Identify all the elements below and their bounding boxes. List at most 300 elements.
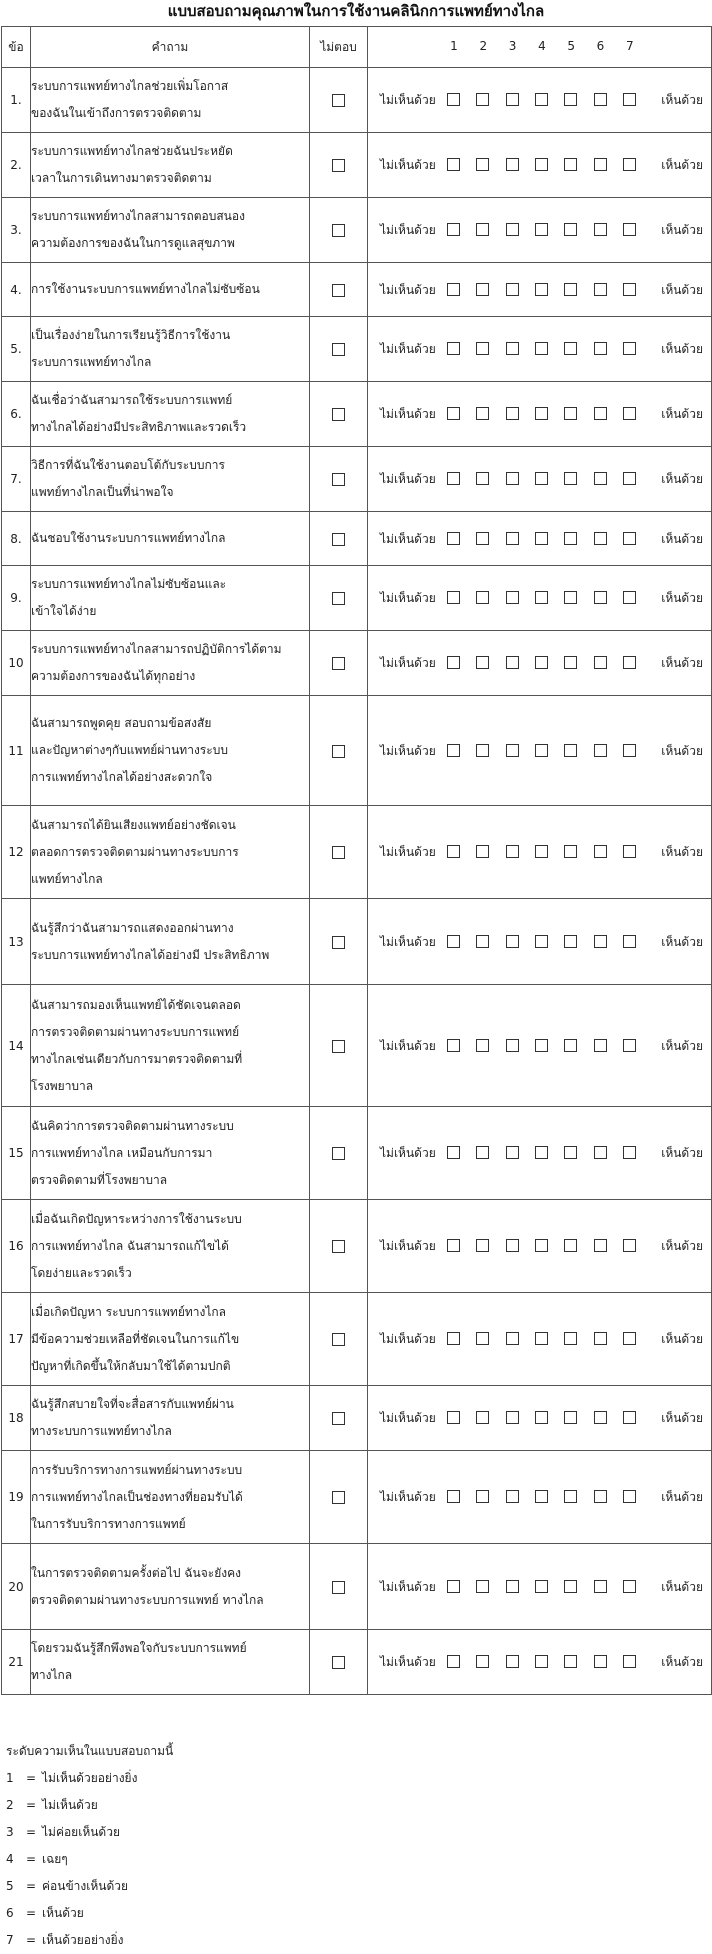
rating-checkbox-1[interactable]	[447, 1039, 460, 1052]
no-answer-checkbox[interactable]	[332, 657, 345, 670]
rating-checkbox-6[interactable]	[594, 1580, 607, 1593]
legend-item	[6, 1819, 173, 1846]
question-line: ทางไกล	[31, 1668, 73, 1682]
rating-scale	[368, 382, 712, 447]
scale-label-agree: เห็นด้วย	[661, 1038, 703, 1053]
rating-checkbox-7[interactable]	[623, 1655, 636, 1668]
header-no: ข้อ	[2, 27, 31, 68]
rating-checkbox-2[interactable]	[476, 1146, 489, 1159]
legend-label: เฉยๆ	[42, 1852, 68, 1866]
legend-item	[6, 1792, 173, 1819]
table-row	[2, 1386, 712, 1451]
rating-checkbox-6[interactable]	[594, 342, 607, 355]
scale-label-disagree: ไม่เห็นด้วย	[380, 591, 436, 605]
rating-checkbox-2[interactable]	[476, 1239, 489, 1252]
rating-scale	[368, 806, 712, 899]
rating-checkbox-3[interactable]	[506, 158, 519, 171]
rating-checkbox-1[interactable]	[447, 407, 460, 420]
question-line: การตรวจติดตามผ่านทางระบบการแพทย์	[31, 1024, 240, 1039]
no-answer-checkbox[interactable]	[332, 1581, 345, 1594]
rating-checkbox-3[interactable]	[506, 93, 519, 106]
rating-checkbox-6[interactable]	[594, 935, 607, 948]
rating-checkbox-6[interactable]	[594, 656, 607, 669]
rating-checkbox-6[interactable]	[594, 532, 607, 545]
no-answer-checkbox[interactable]	[332, 1240, 345, 1253]
rating-checkbox-6[interactable]	[594, 472, 607, 485]
rating-checkbox-1[interactable]	[447, 935, 460, 948]
rating-checkbox-4[interactable]	[535, 1332, 548, 1345]
scale-label-agree: เห็นด้วย	[661, 1490, 703, 1504]
rating-checkbox-3[interactable]	[506, 472, 519, 485]
question-line: เมื่อเกิดปัญหา ระบบการแพทย์ทางไกล	[31, 1304, 227, 1319]
rating-checkbox-4[interactable]	[535, 744, 548, 757]
legend-label: ไม่เห็นด้วย	[42, 1798, 98, 1812]
question-line: ฉันรู้สึกสบายใจที่จะสื่อสารกับแพทย์ผ่าน	[31, 1397, 234, 1411]
no-answer-checkbox[interactable]	[332, 224, 345, 237]
rating-checkbox-4[interactable]	[535, 1411, 548, 1424]
rating-checkbox-4[interactable]	[535, 656, 548, 669]
rating-checkbox-3[interactable]	[506, 1411, 519, 1424]
rating-checkbox-4[interactable]	[535, 845, 548, 858]
rating-checkbox-3[interactable]	[506, 935, 519, 948]
no-answer-checkbox[interactable]	[332, 343, 345, 356]
rating-checkbox-3[interactable]	[506, 342, 519, 355]
survey-title: แบบสอบถามคุณภาพในการใช้งานคลินิกการแพทย์ทางไกล	[167, 2, 545, 20]
no-answer-cell	[310, 447, 368, 512]
scale-number-1: 1	[450, 39, 458, 53]
question-line: ทางไกลได้อย่างมีประสิทธิภาพและรวดเร็ว	[31, 420, 247, 434]
question-text	[31, 566, 310, 631]
rating-scale	[368, 447, 712, 512]
rating-checkbox-4[interactable]	[535, 1239, 548, 1252]
rating-checkbox-1[interactable]	[447, 744, 460, 757]
scale-label-disagree: ไม่เห็นด้วย	[380, 223, 436, 237]
question-number: 13	[2, 899, 31, 985]
rating-checkbox-5[interactable]	[564, 532, 577, 545]
rating-checkbox-7[interactable]	[623, 158, 636, 171]
rating-checkbox-1[interactable]	[447, 845, 460, 858]
scale-label-agree: เห็นด้วย	[661, 472, 703, 486]
question-number: 6.	[2, 382, 31, 447]
scale-label-agree: เห็นด้วย	[661, 1655, 703, 1669]
rating-checkbox-1[interactable]	[447, 656, 460, 669]
rating-checkbox-5[interactable]	[564, 342, 577, 355]
no-answer-checkbox[interactable]	[332, 1333, 345, 1346]
rating-checkbox-5[interactable]	[564, 472, 577, 485]
rating-checkbox-5[interactable]	[564, 935, 577, 948]
rating-checkbox-6[interactable]	[594, 223, 607, 236]
question-line: การรับบริการทางการแพทย์ผ่านทางระบบ	[31, 1462, 243, 1477]
question-number: 11	[2, 696, 31, 806]
question-number: 8.	[2, 512, 31, 566]
scale-label-agree: เห็นด้วย	[661, 845, 703, 859]
no-answer-checkbox[interactable]	[332, 473, 345, 486]
rating-checkbox-2[interactable]	[476, 1411, 489, 1424]
rating-checkbox-3[interactable]	[506, 1039, 519, 1052]
rating-checkbox-4[interactable]	[535, 1655, 548, 1668]
scale-label-disagree: ไม่เห็นด้วย	[380, 1332, 436, 1346]
no-answer-checkbox[interactable]	[332, 1040, 345, 1053]
scale-label-disagree: ไม่เห็นด้วย	[380, 1146, 436, 1160]
rating-checkbox-6[interactable]	[594, 407, 607, 420]
question-line: ตลอดการตรวจติดตามผ่านทางระบบการ	[31, 844, 239, 859]
no-answer-checkbox[interactable]	[332, 1412, 345, 1425]
rating-checkbox-2[interactable]	[476, 744, 489, 757]
rating-checkbox-1[interactable]	[447, 158, 460, 171]
rating-checkbox-3[interactable]	[506, 223, 519, 236]
table-header-row	[2, 27, 712, 68]
no-answer-cell	[310, 1544, 368, 1630]
rating-checkbox-2[interactable]	[476, 93, 489, 106]
table-row	[2, 1451, 712, 1544]
rating-checkbox-2[interactable]	[476, 532, 489, 545]
rating-scale	[368, 631, 712, 696]
no-answer-checkbox[interactable]	[332, 1491, 345, 1504]
scale-label-agree: เห็นด้วย	[661, 1239, 703, 1253]
no-answer-checkbox[interactable]	[332, 284, 345, 297]
no-answer-cell	[310, 1451, 368, 1544]
legend-number: 4	[6, 1852, 14, 1866]
rating-scale	[368, 985, 712, 1107]
table-row	[2, 1200, 712, 1293]
rating-checkbox-5[interactable]	[564, 1039, 577, 1052]
no-answer-checkbox[interactable]	[332, 159, 345, 172]
legend-equals: =	[25, 1771, 37, 1785]
rating-checkbox-7[interactable]	[623, 342, 636, 355]
question-line: การแพทย์ทางไกล ฉันสามารถแก้ไขได้	[31, 1238, 229, 1253]
scale-label-agree: เห็นด้วย	[661, 407, 703, 421]
question-line: ฉันเชื่อว่าฉันสามารถใช้ระบบการแพทย์	[31, 393, 233, 407]
rating-checkbox-2[interactable]	[476, 407, 489, 420]
question-line: ระบบการแพทย์ทางไกลช่วยเพิ่มโอกาส	[31, 79, 229, 93]
rating-checkbox-6[interactable]	[594, 1655, 607, 1668]
question-number: 16	[2, 1200, 31, 1293]
scale-label-disagree: ไม่เห็นด้วย	[380, 282, 436, 297]
rating-checkbox-6[interactable]	[594, 283, 607, 296]
rating-checkbox-7[interactable]	[623, 472, 636, 485]
no-answer-cell	[310, 1200, 368, 1293]
question-text	[31, 133, 310, 198]
rating-checkbox-6[interactable]	[594, 1039, 607, 1052]
rating-checkbox-2[interactable]	[476, 1490, 489, 1503]
rating-checkbox-3[interactable]	[506, 591, 519, 604]
scale-label-disagree: ไม่เห็นด้วย	[380, 531, 436, 546]
question-line: เข้าใจได้ง่าย	[31, 604, 97, 618]
scale-label-disagree: ไม่เห็นด้วย	[380, 934, 436, 949]
header-question: คำถาม	[31, 27, 310, 68]
legend-number: 5	[6, 1879, 14, 1893]
legend-item	[6, 1846, 173, 1873]
rating-checkbox-1[interactable]	[447, 1332, 460, 1345]
rating-checkbox-7[interactable]	[623, 223, 636, 236]
table-row	[2, 447, 712, 512]
rating-checkbox-3[interactable]	[506, 532, 519, 545]
question-line: โดยรวมฉันรู้สึกพึงพอใจกับระบบการแพทย์	[31, 1641, 247, 1655]
legend-label: ค่อนข้างเห็นด้วย	[42, 1879, 129, 1893]
rating-checkbox-5[interactable]	[564, 1490, 577, 1503]
rating-checkbox-3[interactable]	[506, 1239, 519, 1252]
rating-checkbox-4[interactable]	[535, 591, 548, 604]
no-answer-cell	[310, 263, 368, 317]
question-text	[31, 1386, 310, 1451]
rating-scale	[368, 1107, 712, 1200]
question-line: ของฉันในเข้าถึงการตรวจติดตาม	[31, 106, 202, 120]
rating-checkbox-2[interactable]	[476, 158, 489, 171]
scale-label-disagree: ไม่เห็นด้วย	[380, 743, 436, 758]
rating-checkbox-3[interactable]	[506, 1580, 519, 1593]
rating-scale	[368, 899, 712, 985]
question-number: 12	[2, 806, 31, 899]
question-line: ระบบการแพทย์ทางไกล	[31, 355, 152, 369]
rating-checkbox-7[interactable]	[623, 407, 636, 420]
rating-checkbox-3[interactable]	[506, 656, 519, 669]
question-line: มีข้อความช่วยเหลือที่ชัดเจนในการแก้ไข	[31, 1331, 240, 1346]
legend-equals: =	[25, 1852, 37, 1866]
rating-checkbox-1[interactable]	[447, 1411, 460, 1424]
legend	[6, 1738, 173, 1954]
rating-checkbox-1[interactable]	[447, 591, 460, 604]
legend-equals: =	[25, 1879, 37, 1893]
no-answer-checkbox[interactable]	[332, 533, 345, 546]
rating-checkbox-2[interactable]	[476, 656, 489, 669]
scale-label-agree: เห็นด้วย	[661, 1411, 703, 1425]
table-row	[2, 317, 712, 382]
rating-checkbox-7[interactable]	[623, 1580, 636, 1593]
question-line: ความต้องการของฉันในการดูแลสุขภาพ	[31, 236, 235, 250]
rating-checkbox-4[interactable]	[535, 1146, 548, 1159]
rating-checkbox-4[interactable]	[535, 1039, 548, 1052]
rating-checkbox-7[interactable]	[623, 744, 636, 757]
rating-checkbox-5[interactable]	[564, 656, 577, 669]
no-answer-cell	[310, 68, 368, 133]
rating-checkbox-1[interactable]	[447, 1655, 460, 1668]
rating-scale	[368, 68, 712, 133]
rating-checkbox-6[interactable]	[594, 1239, 607, 1252]
rating-checkbox-5[interactable]	[564, 1332, 577, 1345]
rating-checkbox-6[interactable]	[594, 158, 607, 171]
table-row	[2, 133, 712, 198]
scale-number-4: 4	[538, 39, 546, 53]
rating-checkbox-7[interactable]	[623, 532, 636, 545]
rating-checkbox-2[interactable]	[476, 472, 489, 485]
legend-number: 3	[6, 1825, 14, 1839]
no-answer-checkbox[interactable]	[332, 408, 345, 421]
rating-checkbox-5[interactable]	[564, 283, 577, 296]
scale-label-disagree: ไม่เห็นด้วย	[380, 93, 436, 107]
no-answer-cell	[310, 631, 368, 696]
rating-checkbox-1[interactable]	[447, 1146, 460, 1159]
rating-checkbox-6[interactable]	[594, 1490, 607, 1503]
table-row	[2, 985, 712, 1107]
question-line: ปัญหาที่เกิดขึ้นให้กลับมาใช้ได้ตามปกติ	[31, 1358, 231, 1373]
rating-checkbox-7[interactable]	[623, 591, 636, 604]
rating-checkbox-3[interactable]	[506, 1655, 519, 1668]
rating-checkbox-5[interactable]	[564, 158, 577, 171]
scale-label-disagree: ไม่เห็นด้วย	[380, 845, 436, 859]
scale-number-7: 7	[625, 39, 634, 53]
rating-checkbox-1[interactable]	[447, 532, 460, 545]
rating-checkbox-4[interactable]	[535, 283, 548, 296]
rating-checkbox-5[interactable]	[564, 1146, 577, 1159]
rating-checkbox-1[interactable]	[447, 1490, 460, 1503]
rating-checkbox-6[interactable]	[594, 744, 607, 757]
rating-checkbox-5[interactable]	[564, 1239, 577, 1252]
rating-checkbox-1[interactable]	[447, 1580, 460, 1593]
legend-label: เห็นด้วยอย่างยิ่ง	[42, 1933, 124, 1947]
rating-checkbox-7[interactable]	[623, 1239, 636, 1252]
no-answer-checkbox[interactable]	[332, 936, 345, 949]
rating-checkbox-1[interactable]	[447, 223, 460, 236]
table-row	[2, 899, 712, 985]
scale-label-disagree: ไม่เห็นด้วย	[380, 407, 436, 421]
rating-checkbox-7[interactable]	[623, 1411, 636, 1424]
rating-scale	[368, 1200, 712, 1293]
rating-checkbox-4[interactable]	[535, 342, 548, 355]
no-answer-checkbox[interactable]	[332, 1656, 345, 1669]
rating-checkbox-4[interactable]	[535, 1490, 548, 1503]
rating-checkbox-3[interactable]	[506, 407, 519, 420]
rating-checkbox-4[interactable]	[535, 407, 548, 420]
scale-label-disagree: ไม่เห็นด้วย	[380, 342, 436, 356]
question-line: การแพทย์ทางไกลเป็นช่องทางที่ยอมรับได้	[31, 1489, 243, 1504]
rating-checkbox-3[interactable]	[506, 1332, 519, 1345]
rating-checkbox-1[interactable]	[447, 283, 460, 296]
rating-checkbox-2[interactable]	[476, 223, 489, 236]
rating-checkbox-1[interactable]	[447, 93, 460, 106]
no-answer-cell	[310, 1293, 368, 1386]
no-answer-checkbox[interactable]	[332, 846, 345, 859]
scale-label-agree: เห็นด้วย	[661, 223, 703, 237]
rating-checkbox-3[interactable]	[506, 1146, 519, 1159]
rating-checkbox-2[interactable]	[476, 845, 489, 858]
rating-checkbox-4[interactable]	[535, 158, 548, 171]
rating-checkbox-5[interactable]	[564, 1580, 577, 1593]
question-line: เวลาในการเดินทางมาตรวจติดตาม	[31, 171, 212, 185]
rating-checkbox-2[interactable]	[476, 342, 489, 355]
rating-checkbox-7[interactable]	[623, 1039, 636, 1052]
rating-checkbox-7[interactable]	[623, 1332, 636, 1345]
question-line: และปัญหาต่างๆกับแพทย์ผ่านทางระบบ	[31, 743, 228, 757]
rating-checkbox-5[interactable]	[564, 223, 577, 236]
scale-label-disagree: ไม่เห็นด้วย	[380, 1579, 436, 1594]
rating-checkbox-5[interactable]	[564, 1411, 577, 1424]
question-text	[31, 1544, 310, 1630]
rating-checkbox-2[interactable]	[476, 935, 489, 948]
question-number: 5.	[2, 317, 31, 382]
rating-scale	[368, 696, 712, 806]
question-line: การใช้งานระบบการแพทย์ทางไกลไม่ซับซ้อน	[31, 282, 260, 296]
rating-checkbox-2[interactable]	[476, 591, 489, 604]
rating-checkbox-2[interactable]	[476, 283, 489, 296]
rating-checkbox-2[interactable]	[476, 1039, 489, 1052]
no-answer-cell	[310, 512, 368, 566]
rating-checkbox-3[interactable]	[506, 283, 519, 296]
rating-checkbox-6[interactable]	[594, 845, 607, 858]
legend-label: เห็นด้วย	[42, 1906, 84, 1920]
no-answer-checkbox[interactable]	[332, 745, 345, 758]
legend-item	[6, 1900, 173, 1927]
question-line: วิธีการที่ฉันใช้งานตอบโต้กับระบบการ	[31, 458, 225, 472]
rating-scale	[368, 198, 712, 263]
rating-checkbox-5[interactable]	[564, 93, 577, 106]
rating-checkbox-5[interactable]	[564, 845, 577, 858]
rating-checkbox-6[interactable]	[594, 93, 607, 106]
question-line: ฉันคิดว่าการตรวจติดตามผ่านทางระบบ	[31, 1118, 234, 1133]
rating-checkbox-4[interactable]	[535, 223, 548, 236]
rating-checkbox-5[interactable]	[564, 744, 577, 757]
rating-checkbox-7[interactable]	[623, 845, 636, 858]
rating-checkbox-5[interactable]	[564, 591, 577, 604]
rating-checkbox-6[interactable]	[594, 1146, 607, 1159]
no-answer-checkbox[interactable]	[332, 1147, 345, 1160]
rating-checkbox-2[interactable]	[476, 1332, 489, 1345]
table-row	[2, 1293, 712, 1386]
rating-checkbox-4[interactable]	[535, 532, 548, 545]
scale-label-disagree: ไม่เห็นด้วย	[380, 656, 436, 670]
question-number: 15	[2, 1107, 31, 1200]
rating-checkbox-6[interactable]	[594, 1411, 607, 1424]
rating-checkbox-1[interactable]	[447, 1239, 460, 1252]
scale-label-disagree: ไม่เห็นด้วย	[380, 1239, 436, 1253]
legend-equals: =	[25, 1798, 37, 1812]
rating-checkbox-7[interactable]	[623, 93, 636, 106]
rating-checkbox-7[interactable]	[623, 283, 636, 296]
legend-label: ไม่ค่อยเห็นด้วย	[42, 1825, 120, 1839]
scale-label-agree: เห็นด้วย	[661, 743, 703, 758]
question-line: เมื่อฉันเกิดปัญหาระหว่างการใช้งานระบบ	[31, 1211, 242, 1226]
rating-checkbox-6[interactable]	[594, 591, 607, 604]
rating-checkbox-7[interactable]	[623, 656, 636, 669]
question-number: 21	[2, 1630, 31, 1695]
rating-checkbox-4[interactable]	[535, 93, 548, 106]
no-answer-cell	[310, 566, 368, 631]
scale-number-5: 5	[567, 39, 575, 53]
rating-checkbox-3[interactable]	[506, 845, 519, 858]
rating-checkbox-2[interactable]	[476, 1655, 489, 1668]
rating-checkbox-5[interactable]	[564, 1655, 577, 1668]
rating-checkbox-4[interactable]	[535, 472, 548, 485]
question-line: ฉันสามารถพูดคุย สอบถามข้อสงสัย	[31, 716, 212, 730]
scale-label-agree: เห็นด้วย	[661, 158, 703, 172]
rating-checkbox-5[interactable]	[564, 407, 577, 420]
rating-checkbox-7[interactable]	[623, 1146, 636, 1159]
scale-label-agree: เห็นด้วย	[661, 1332, 703, 1346]
no-answer-cell	[310, 1386, 368, 1451]
question-text	[31, 382, 310, 447]
rating-checkbox-3[interactable]	[506, 1490, 519, 1503]
rating-checkbox-4[interactable]	[535, 1580, 548, 1593]
rating-scale	[368, 1386, 712, 1451]
scale-label-disagree: ไม่เห็นด้วย	[380, 472, 436, 486]
no-answer-checkbox[interactable]	[332, 592, 345, 605]
question-line: ฉันรู้สึกว่าฉันสามารถแสดงออกผ่านทาง	[31, 920, 234, 935]
rating-checkbox-2[interactable]	[476, 1580, 489, 1593]
rating-checkbox-1[interactable]	[447, 472, 460, 485]
rating-checkbox-7[interactable]	[623, 935, 636, 948]
table-row	[2, 1630, 712, 1695]
rating-checkbox-7[interactable]	[623, 1490, 636, 1503]
rating-checkbox-6[interactable]	[594, 1332, 607, 1345]
question-text	[31, 1107, 310, 1200]
question-line: ตรวจติดตามผ่านทางระบบการแพทย์ ทางไกล	[31, 1592, 264, 1607]
question-line: การแพทย์ทางไกล เหมือนกับการมา	[31, 1145, 213, 1160]
rating-scale	[368, 317, 712, 382]
rating-checkbox-3[interactable]	[506, 744, 519, 757]
question-line: เป็นเรื่องง่ายในการเรียนรู้วิธีการใช้งาน	[31, 328, 231, 342]
no-answer-checkbox[interactable]	[332, 94, 345, 107]
rating-checkbox-4[interactable]	[535, 935, 548, 948]
rating-checkbox-1[interactable]	[447, 342, 460, 355]
